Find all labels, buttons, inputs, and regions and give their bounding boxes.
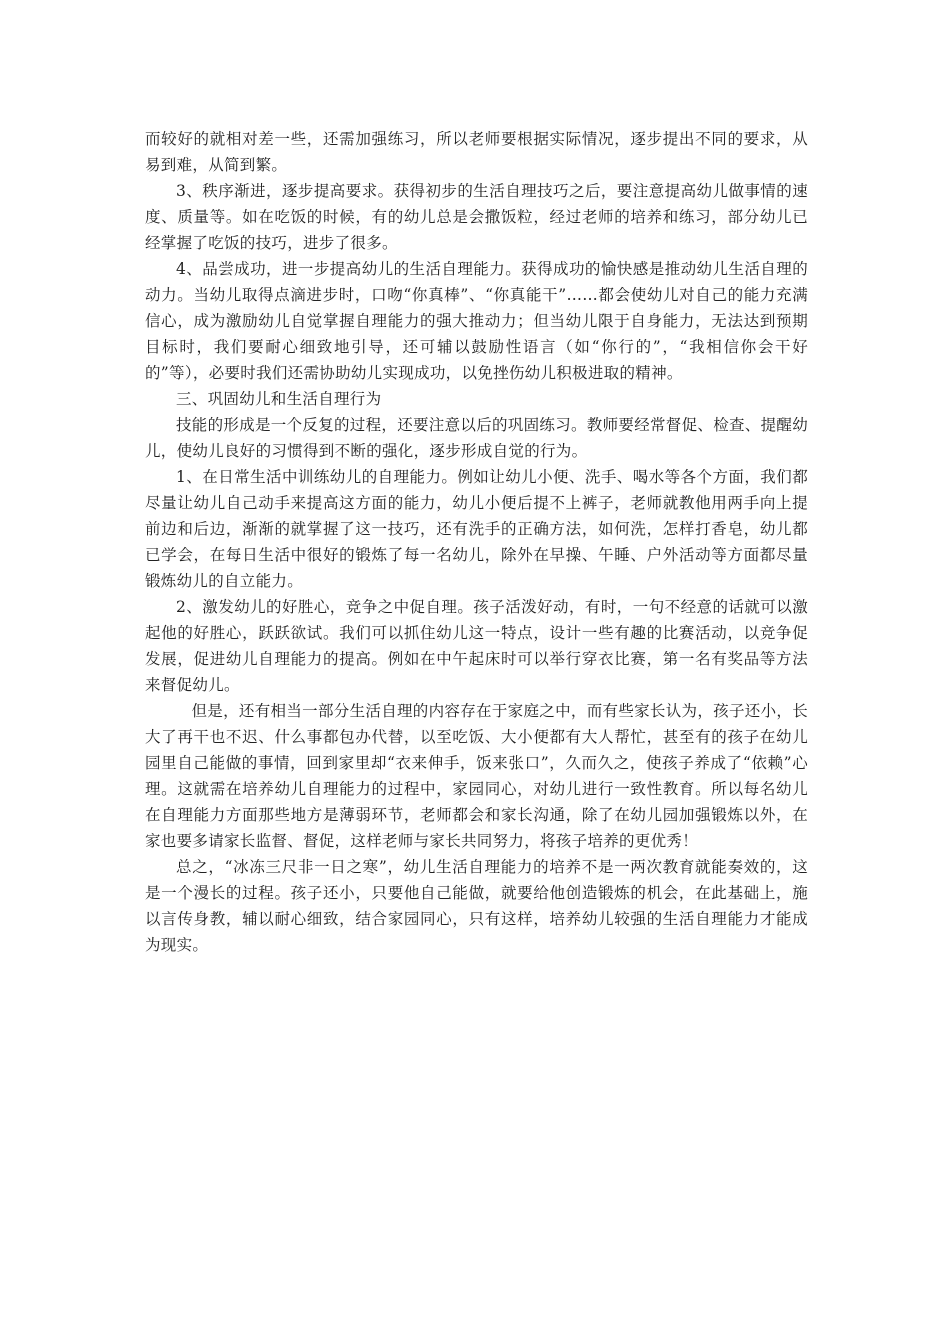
paragraph-step-4: 4、品尝成功，进一步提高幼儿的生活自理能力。获得成功的愉快感是推动幼儿生活自理的动力。当幼儿取得点滴进步时，口吻“你真棒”、“你真能干”……都会使幼儿对自己的能力充满信心，成为激励幼儿自觉掌握自理能力的强大推动力；但当幼儿限于自身能力，无法达到预期目标时，我们要耐心细致地引导，还可辅以鼓励性语言（如“你行的”，“我相信你会干好的”等），必要时我们还需协助幼儿实现成功，以免挫伤幼儿积极进取的精神。 bbox=[145, 260, 808, 382]
paragraph-continuation: 而较好的就相对差一些，还需加强练习，所以老师要根据实际情况，逐步提出不同的要求，从易到难，从简到繁。 bbox=[145, 130, 808, 174]
paragraph-conclusion: 总之，“冰冻三尺非一日之寒”，幼儿生活自理能力的培养不是一两次教育就能奏效的，这是一个漫长的过程。孩子还小，只要他自己能做，就要给他创造锻炼的机会，在此基础上，施以言传身教，辅以耐心细致，结合家园同心，只有这样，培养幼儿较强的生活自理能力才能成为现实。 bbox=[145, 858, 808, 954]
paragraph-step-3: 3、秩序渐进，逐步提高要求。获得初步的生活自理技巧之后，要注意提高幼儿做事情的速度、质量等。如在吃饭的时候，有的幼儿总是会撒饭粒，经过老师的培养和练习，部分幼儿已经掌握了吃饭的技巧，进步了很多。 bbox=[145, 182, 808, 252]
document-body bbox=[145, 126, 808, 958]
paragraph-home-cooperation: 但是，还有相当一部分生活自理的内容存在于家庭之中，而有些家长认为，孩子还小，长大了再干也不迟、什么事都包办代替，以至吃饭、大小便都有大人帮忙，甚至有的孩子在幼儿园里自己能做的事情，回到家里却“衣来伸手，饭来张口”，久而久之，使孩子养成了“依赖”心理。这就需在培养幼儿自理能力的过程中，家园同心，对幼儿进行一致性教育。所以每名幼儿在自理能力方面那些地方是薄弱环节，老师都会和家长沟通，除了在幼儿园加强锻炼以外，在家也要多请家长监督、督促，这样老师与家长共同努力，将孩子培养的更优秀！ bbox=[145, 702, 808, 850]
paragraph-daily-training: 1、在日常生活中训练幼儿的自理能力。例如让幼儿小便、洗手、喝水等各个方面，我们都尽量让幼儿自己动手来提高这方面的能力，幼儿小便后提不上裤子，老师就教他用两手向上提前边和后边，渐渐的就掌握了这一技巧，还有洗手的正确方法，如何洗，怎样打香皂，幼儿都已学会，在每日生活中很好的锻炼了每一名幼儿，除外在早操、午睡、户外活动等方面都尽量锻炼幼儿的自立能力。 bbox=[145, 468, 808, 590]
paragraph-skill-formation: 技能的形成是一个反复的过程，还要注意以后的巩固练习。教师要经常督促、检查、提醒幼儿，使幼儿良好的习惯得到不断的强化，逐步形成自觉的行为。 bbox=[145, 416, 809, 460]
paragraph-competition: 2、激发幼儿的好胜心，竞争之中促自理。孩子活泼好动，有时，一句不经意的话就可以激起他的好胜心，跃跃欲试。我们可以抓住幼儿这一特点，设计一些有趣的比赛活动，以竞争促发展，促进幼儿自理能力的提高。例如在中午起床时可以举行穿衣比赛，第一名有奖品等方法来督促幼儿。 bbox=[145, 598, 808, 694]
section-heading-consolidate: 三、巩固幼儿和生活自理行为 bbox=[176, 390, 382, 408]
